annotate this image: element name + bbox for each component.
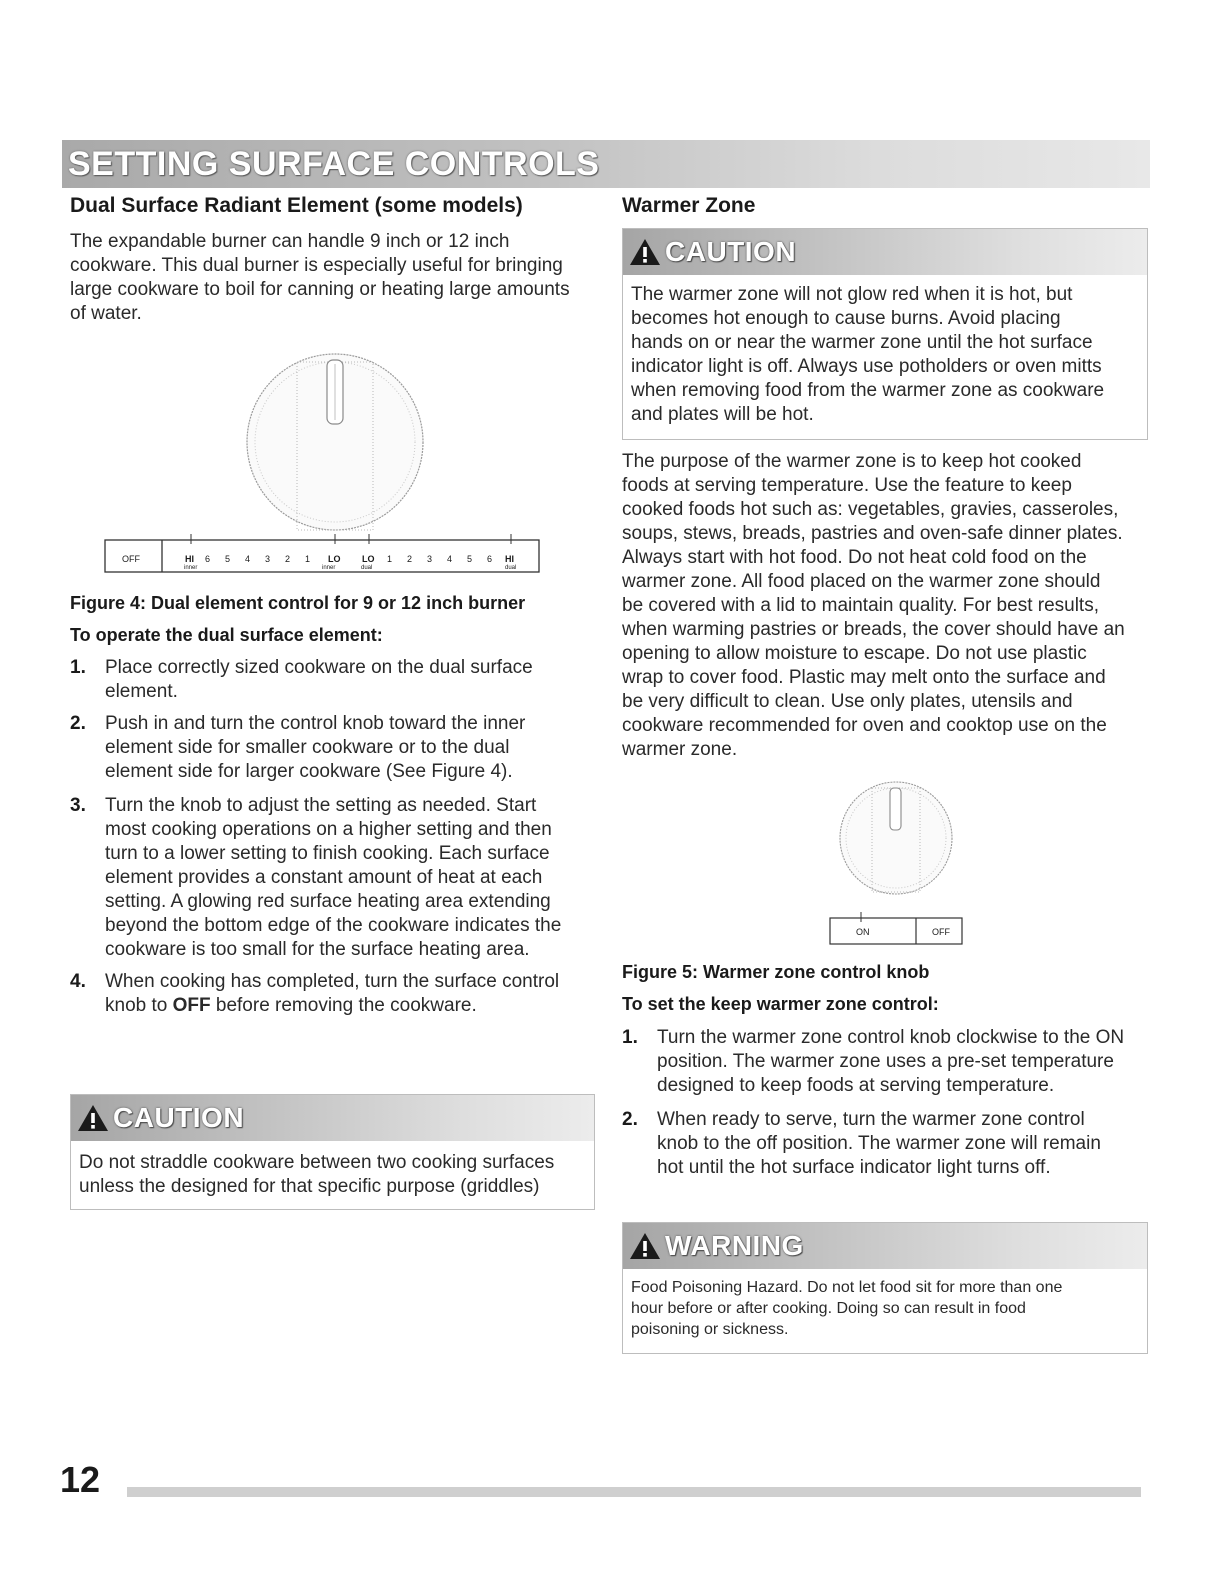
text-line: Food Poisoning Hazard. Do not let food sit for more than one [631,1279,1063,1296]
control-knob-icon [820,780,970,948]
warning-header [623,1223,1147,1269]
dial-on-label: ON [856,927,870,937]
text-line: element side for smaller cookware or to the dual [105,737,510,758]
text-line: beyond the bottom edge of the cookware indicates the [105,915,562,936]
step-number: 4. [70,971,86,992]
section-heading-dual-element: Dual Surface Radiant Element (some models) [70,194,523,217]
text-line: cookware is too small for the surface heating area. [105,939,530,960]
warning-triangle-icon [629,238,661,266]
caution-title: CAUTION [113,1102,245,1133]
text-line: hands on or near the warmer zone until the hot surface [631,332,1093,353]
text-line: position. The warmer zone uses a pre-set temperature [657,1051,1114,1072]
step-number: 1. [70,657,86,678]
warning-triangle-icon [77,1104,109,1132]
dial-off-label: OFF [932,927,950,937]
dial-dual-label: dual [505,565,517,571]
dual-element-knob-figure [104,340,544,580]
text-line: unless the designed for that specific purpose (griddles) [79,1176,540,1197]
text-line: element provides a constant amount of heat at each [105,867,543,888]
figure-5-caption: Figure 5: Warmer zone control knob [622,962,930,982]
text-line: Push in and turn the control knob toward the inner [105,713,526,734]
step-text [105,970,559,1018]
text-line: and plates will be hot. [631,404,814,425]
text-line: be covered with a lid to maintain quality. For best results, [622,595,1099,616]
off-keyword: OFF [172,995,211,1016]
text-line: opening to allow moisture to escape. Do not use plastic [622,643,1087,664]
text-line: Place correctly sized cookware on the dual surface [105,657,533,678]
page-title: SETTING SURFACE CONTROLS [68,145,600,183]
step-text [105,794,561,962]
warning-title: WARNING [665,1230,804,1261]
footer-rule [127,1487,1141,1497]
step-number: 2. [70,713,86,734]
caution-title: CAUTION [665,236,797,267]
text-line: The purpose of the warmer zone is to keep hot cooked [622,451,1082,472]
warning-box [622,1222,1148,1354]
dial-tick: 6 [487,554,493,564]
section-heading-warmer-zone: Warmer Zone [622,194,756,217]
warning-triangle-icon [629,1232,661,1260]
intro-paragraph [70,230,590,326]
text-line: warmer zone. [622,739,738,760]
warning-text [631,1277,1139,1340]
dial-tick: 2 [407,554,413,564]
dial-dual-label: dual [361,565,373,571]
step-number: 1. [622,1027,638,1048]
caution-header [623,229,1147,275]
list-item [622,1026,1152,1100]
text-line: cookware recommended for oven and cooktop use on the [622,715,1107,736]
step-text [657,1108,1101,1180]
text-line: Do not straddle cookware between two cooking surfaces [79,1152,555,1173]
text-line: element side for larger cookware (See Figure 4). [105,761,513,782]
dial-tick: 2 [285,554,291,564]
warmer-knob-figure [820,780,970,948]
list-item [70,712,600,786]
list-item [70,970,600,1020]
page-number: 12 [60,1459,101,1500]
text-line: element. [105,681,178,702]
text-line: when removing food from the warmer zone as cookware [631,380,1105,401]
caution-text [79,1151,586,1199]
text-line: indicator light is off. Always use potholders or oven mitts [631,356,1102,377]
text-line [105,994,559,1018]
warmer-steps-subheading: To set the keep warmer zone control: [622,994,939,1014]
text-line: knob to the off position. The warmer zone will remain [657,1133,1101,1154]
caution-header [71,1095,594,1141]
step-number: 3. [70,795,86,816]
text-line: setting. A glowing red surface heating area extending [105,891,551,912]
text-line: large cookware to boil for canning or heating large amounts [70,279,570,300]
dial-inner-label: inner [322,565,336,571]
dial-tick: 6 [205,554,211,564]
list-item [70,656,600,706]
text-line: soups, stews, breads, pastries and oven-safe dinner plates. [622,523,1123,544]
caution-box [622,228,1148,440]
text-line: When cooking has completed, turn the surface control [105,971,560,992]
text-line: when warming pastries or breads, the cover should have an [622,619,1125,640]
text-line: cookware. This dual burner is especially useful for bringing [70,255,563,276]
step-text [105,712,525,784]
dial-tick: 5 [225,554,231,564]
text-line: Always start with hot food. Do not heat cold food on the [622,547,1087,568]
text-line: hour before or after cooking. Doing so can result in food [631,1300,1026,1317]
figure-4-caption: Figure 4: Dual element control for 9 or 12 inch burner [70,593,526,613]
dial-tick: HI [185,554,194,564]
step-number: 2. [622,1109,638,1130]
text-line: Turn the warmer zone control knob clockwise to the ON [657,1027,1125,1048]
text-line: The warmer zone will not glow red when it is hot, but [631,284,1073,305]
dial-tick: 3 [265,554,271,564]
dial-tick: LO [328,554,341,564]
dial-tick: 4 [245,554,251,564]
dual-steps-subheading: To operate the dual surface element: [70,625,383,645]
text-line: of water. [70,303,142,324]
text-line: warmer zone. All food placed on the warmer zone should [622,571,1101,592]
text-line: most cooking operations on a higher setting and then [105,819,552,840]
text-line: wrap to cover food. Plastic may melt onto the surface and [622,667,1106,688]
dial-off-label: OFF [122,554,140,564]
dial-tick: 4 [447,554,453,564]
text-span: knob to [105,995,173,1016]
list-item [622,1108,1152,1182]
text-line: designed to keep foods at serving temperature. [657,1075,1055,1096]
step-text [105,656,533,704]
text-span: before removing the cookware. [210,995,477,1016]
warmer-zone-paragraph [622,450,1152,762]
list-item [70,794,600,964]
text-line: be very difficult to clean. Use only plates, utensils and [622,691,1073,712]
text-line: Turn the knob to adjust the setting as needed. Start [105,795,537,816]
caution-text [631,283,1139,427]
dial-tick: 3 [427,554,433,564]
text-line: becomes hot enough to cause burns. Avoid placing [631,308,1061,329]
dial-tick: 5 [467,554,473,564]
control-knob-icon [104,340,544,580]
text-line: poisoning or sickness. [631,1321,789,1338]
text-line: hot until the hot surface indicator light turns off. [657,1157,1051,1178]
dial-tick: LO [362,554,375,564]
dial-inner-label: inner [184,565,198,571]
dial-tick: 1 [305,554,311,564]
caution-box [70,1094,595,1210]
text-line: The expandable burner can handle 9 inch or 12 inch [70,231,510,252]
text-line: turn to a lower setting to finish cooking. Each surface [105,843,550,864]
text-line: When ready to serve, turn the warmer zone control [657,1109,1085,1130]
step-text [657,1026,1124,1098]
dial-tick: 1 [387,554,393,564]
text-line: cooked foods hot such as: vegetables, gravies, casseroles, [622,499,1119,520]
text-line: foods at serving temperature. Use the feature to keep [622,475,1072,496]
dial-tick: HI [505,554,514,564]
